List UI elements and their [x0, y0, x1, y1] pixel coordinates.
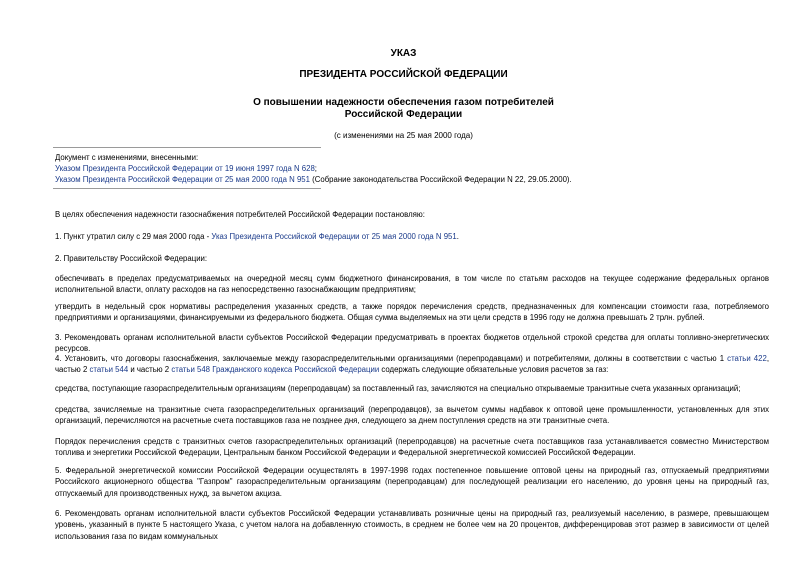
doc-title-ukaz: УКАЗ — [390, 48, 417, 59]
paragraph-4b: средства, зачисляемые на транзитные счета газораспределительных организаций (перепродавцов), за вычетом суммы надбавок к оптовой цене промышленности, установленных для этих организаций, перечисляются на расчетные счета поставщиков газа не позднее дня, следующего за днем поступления средств на эти транзитные счета. — [55, 405, 769, 426]
divider-top — [53, 147, 321, 148]
paragraph-4c: Порядок перечисления средств с транзитных счетов газораспределительных организаций (перепродавцов) на расчетные счета поставщиков газа устанавливается совместно Министерством топлива и энергетики Российской Федерации, Центральным банком Российской Федерации и Федеральной энергетической комиссией Российской Федерации. — [55, 437, 769, 458]
link-ukaz-951[interactable]: Указом Президента Российской Федерации от 25 мая 2000 года N 951 — [55, 175, 310, 184]
changes-item-2-tail: (Собрание законодательства Российской Федерации N 22, 29.05.2000). — [309, 175, 572, 184]
paragraph-4-text-d: содержать следующие обязательные условия расчетов за газ: — [379, 365, 609, 375]
changes-item-1-tail: ; — [314, 164, 317, 173]
changes-item-1 — [55, 163, 755, 174]
paragraph-4-text-a: 4. Установить, что договоры газоснабжения, заключаемые между газораспределительными организациями (перепродавцами) и потребителями, должны в соответствии с частью 1 — [55, 354, 728, 363]
link-article-548[interactable]: статьи 548 Гражданского кодекса Российской Федерации — [171, 365, 380, 375]
paragraph-4-text-b: , частью 2 — [55, 354, 769, 375]
paragraph-2b: утвердить в недельный срок нормативы распределения указанных средств, а также порядок перечисления средств, предназначенных для компенсации стоимости газа, потребляемого предприятиями и организациями, финансируемыми из федерального бюджета. Общая сумма выделяемых на эти цели средств в 1996 году не должна превышать 2 трлн. рублей. — [55, 302, 769, 323]
paragraph-4a: средства, поступающие газораспределительным организациям (перепродавцам) за поставленный газ, зачисляются на специально открываемые транзитные счета указанных организаций; — [55, 384, 741, 393]
paragraph-3: 3. Рекомендовать органам исполнительной власти субъектов Российской Федерации предусматривать в проектах бюджетов отдельной строкой средства для оплаты топливно-энергетических ресурсов. — [55, 333, 769, 354]
paragraph-4-text-c: и частью 2 — [128, 365, 172, 375]
paragraph-4 — [55, 353, 769, 376]
paragraph-5: 5. Федеральной энергетической комиссии Российской Федерации осуществлять в 1997-1998 годах постепенное повышение оптовой цены на природный газ, отпускаемый предприятиями Российского акционерного общества "Газпром" газораспределительным организациям (перепродавцам) для последующей реализации его населению, до уровня цены на природный газ, отпускаемый для производственных нужд, за вычетом акциза. — [55, 466, 769, 498]
link-article-422[interactable]: статьи 422 — [727, 354, 767, 363]
paragraph-2a: обеспечивать в пределах предусматриваемых на очередной месяц сумм бюджетного финансирования, в том числе по статьям расходов на текущее содержание федеральных органов исполнительной власти, оплату расходов на газ непосредственно газоснабжающим предприятиям; — [55, 274, 769, 295]
changes-block — [55, 152, 755, 185]
doc-title-president: ПРЕЗИДЕНТА РОССИЙСКОЙ ФЕДЕРАЦИИ — [299, 69, 508, 80]
paragraph-1 — [55, 231, 769, 242]
doc-revision-note: (с изменениями на 25 мая 2000 года) — [334, 131, 473, 140]
link-ukaz-951-p1[interactable]: Указ Президента Российской Федерации от 25 мая 2000 года N 951 — [211, 232, 457, 241]
paragraph-2: 2. Правительству Российской Федерации: — [55, 254, 208, 263]
changes-item-2 — [55, 174, 755, 185]
paragraph-1-end: . — [456, 232, 459, 241]
paragraph-6: 6. Рекомендовать органам исполнительной власти субъектов Российской Федерации устанавливать розничные цены на природный газ, реализуемый населению, в размере, превышающем уровень, указанный в пункте 5 настоящего Указа, с учетом налога на добавленную стоимость, в среднем не более чем на 20 процентов, дифференцировав этот размер в зависимости от целей использования газа по видам коммунальных — [55, 509, 769, 541]
doc-heading-line1: О повышении надежности обеспечения газом потребителей — [253, 97, 554, 108]
paragraph-1-text: 1. Пункт утратил силу с 29 мая 2000 года - — [55, 232, 212, 241]
paragraph-intro: В целях обеспечения надежности газоснабжения потребителей Российской Федерации постановляю: — [55, 210, 425, 219]
divider-bottom — [53, 188, 321, 189]
changes-intro: Документ с изменениями, внесенными: — [55, 153, 199, 162]
doc-heading-line2: Российской Федерации — [344, 109, 463, 120]
link-article-544[interactable]: статьи 544 — [89, 365, 129, 375]
link-ukaz-628[interactable]: Указом Президента Российской Федерации от 19 июня 1997 года N 628 — [55, 164, 315, 173]
